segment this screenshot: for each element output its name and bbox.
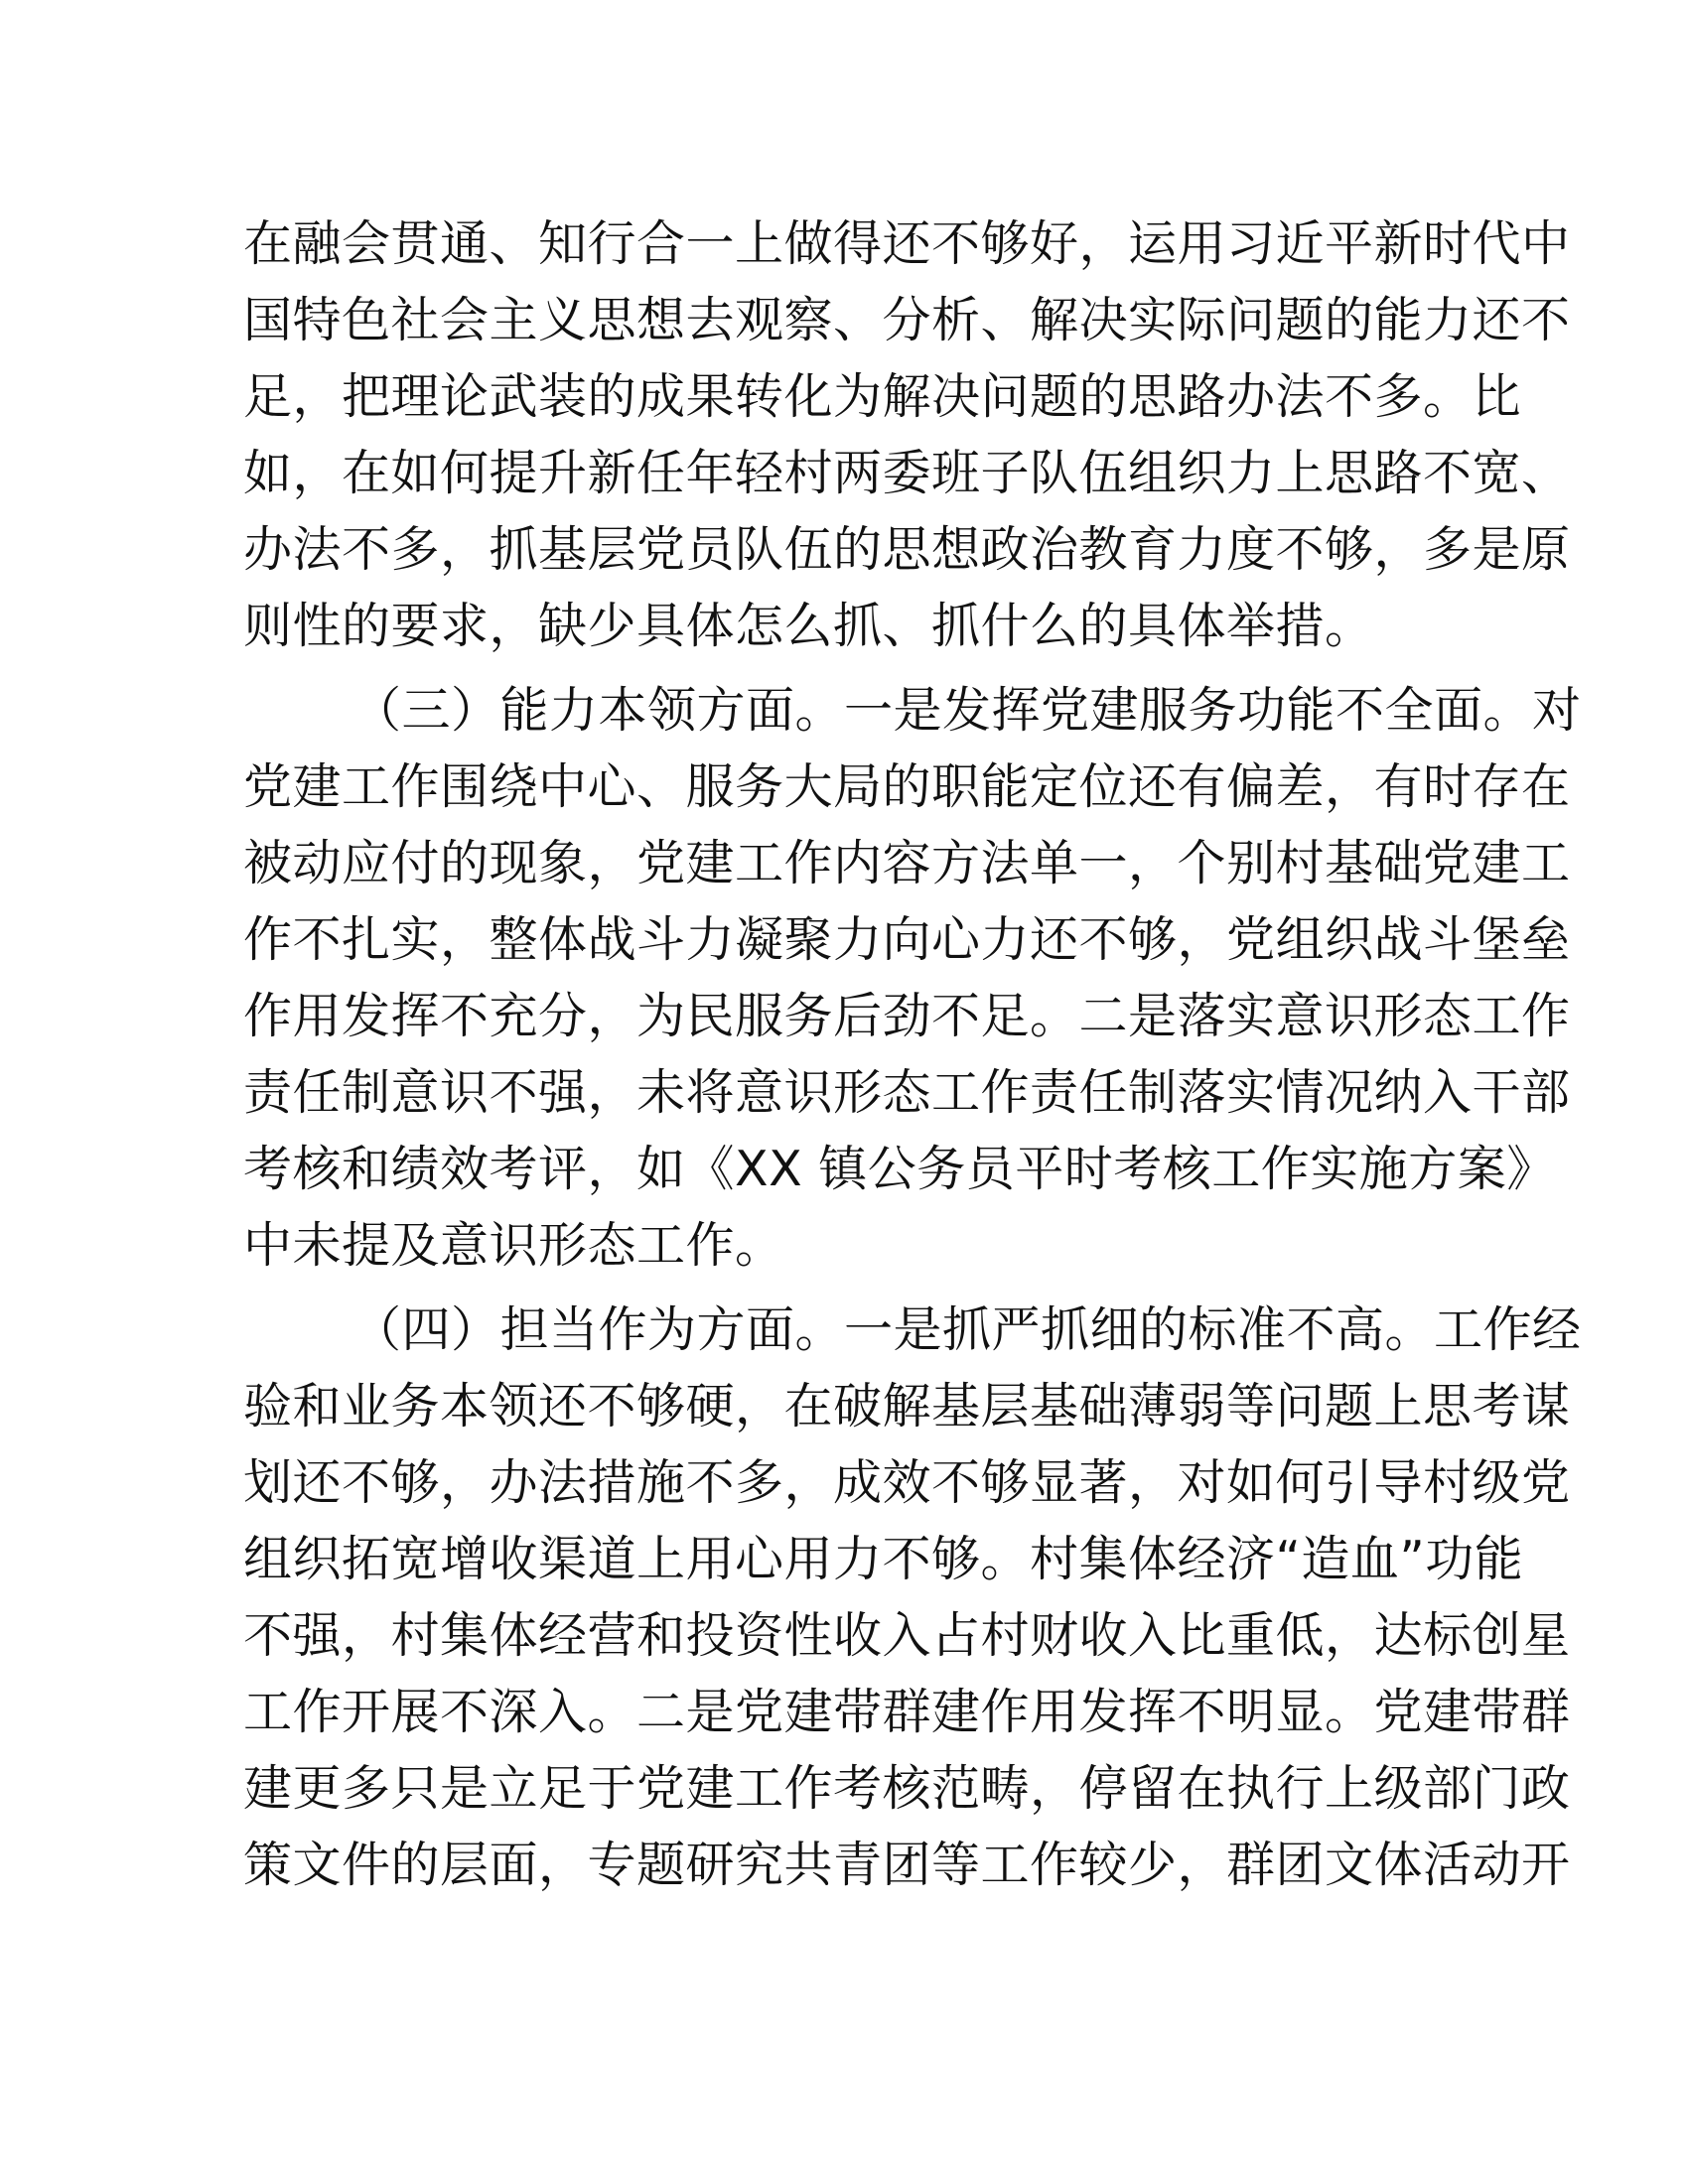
text-line: 策文件的层面，专题研究共青团等工作较少，群团文体活动开: [243, 1837, 1571, 1893]
text-line: 划还不够，办法措施不多，成效不够显著，对如何引导村级党: [243, 1454, 1571, 1511]
text-line: 责任制意识不强，未将意识形态工作责任制落实情况纳入干部: [243, 1064, 1571, 1121]
text-line: 组织拓宽增收渠道上用心用力不够。村集体经济“造血”功能: [243, 1531, 1524, 1587]
text-line: 党建工作围绕中心、服务大局的职能定位还有偏差，有时存在: [243, 758, 1571, 815]
text-line: 工作开展不深入。二是党建带群建作用发挥不明显。党建带群: [243, 1684, 1571, 1740]
paragraph-continuation: [243, 205, 1571, 664]
text-line: 如，在如何提升新任年轻村两委班子队伍组织力上思路不宽、: [243, 445, 1571, 501]
section-heading-line: （四）担当作为方面。一是抓严抓细的标准不高。工作经: [352, 1301, 1582, 1358]
text-line: 不强，村集体经营和投资性收入占村财收入比重低，达标创星: [243, 1607, 1571, 1664]
text-line: 办法不多，抓基层党员队伍的思想政治教育力度不够，多是原: [243, 521, 1571, 578]
text-line: 建更多只是立足于党建工作考核范畴，停留在执行上级部门政: [243, 1760, 1571, 1817]
section-heading-line: （三）能力本领方面。一是发挥党建服务功能不全面。对: [352, 682, 1582, 739]
text-line: 中未提及意识形态工作。: [243, 1217, 784, 1274]
text-line: 作不扎实，整体战斗力凝聚力向心力还不够，党组织战斗堡垒: [243, 911, 1571, 968]
text-line: 足，把理论武装的成果转化为解决问题的思路办法不多。比: [243, 368, 1522, 425]
text-line: 在融会贯通、知行合一上做得还不够好，运用习近平新时代中: [243, 215, 1571, 272]
text-line: 被动应付的现象，党建工作内容方法单一，个别村基础党建工: [243, 835, 1571, 891]
document-page: [243, 205, 1582, 1911]
text-line: 考核和绩效考评，如《XX 镇公务员平时考核工作实施方案》: [243, 1141, 1556, 1197]
text-line: 则性的要求，缺少具体怎么抓、抓什么的具体举措。: [243, 598, 1374, 654]
paragraph-section-4-responsibility: [243, 1292, 1582, 1903]
text-line: 作用发挥不充分，为民服务后劲不足。二是落实意识形态工作: [243, 988, 1571, 1044]
text-line: 国特色社会主义思想去观察、分析、解决实际问题的能力还不: [243, 292, 1571, 348]
text-line: 验和业务本领还不够硬，在破解基层基础薄弱等问题上思考谋: [243, 1378, 1571, 1434]
paragraph-section-3-ability: [243, 672, 1582, 1284]
